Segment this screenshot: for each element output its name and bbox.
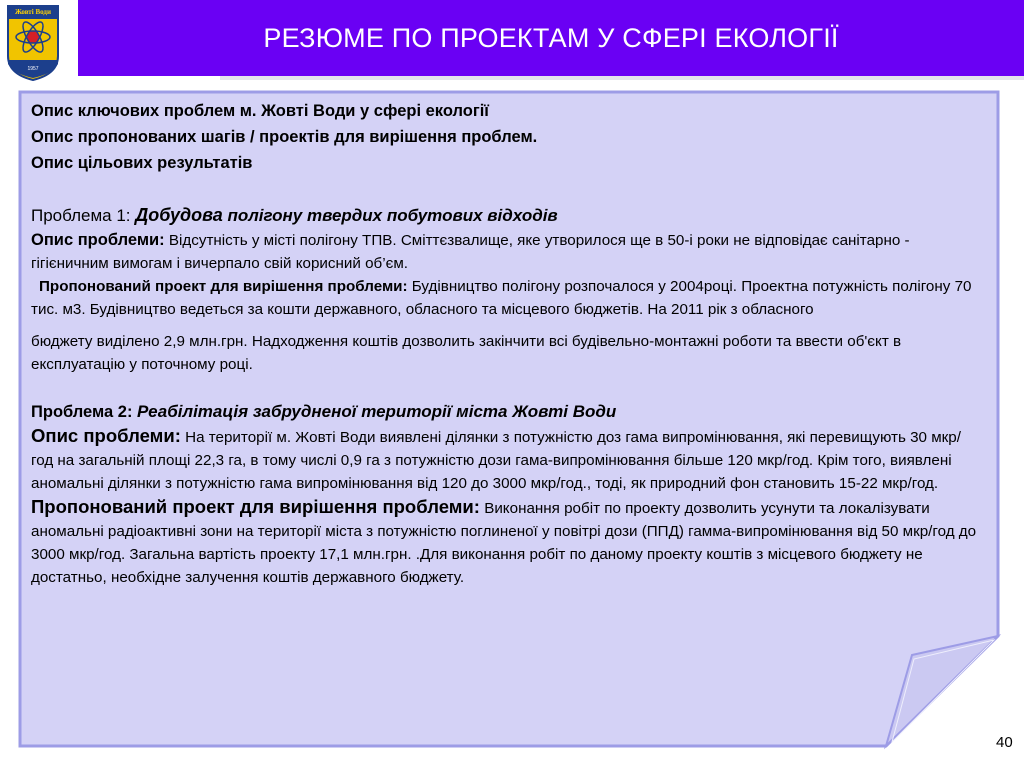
problem1-name-rest: полігону твердих побутових відходів: [222, 206, 558, 225]
intro-line-1: Опис ключових проблем м. Жовті Води у сфері екології: [31, 102, 489, 120]
problem2-project: [31, 495, 983, 589]
problem2-label: Проблема 2:: [31, 403, 138, 421]
problem1-project-text2: бюджету виділено 2,9 млн.грн. Надходження коштів дозволить закінчити всі будівельно-монтажні роботи та ввести об'єкт в експлуатацію у поточному році.: [31, 333, 902, 373]
intro-line-2: Опис пропонованих шагів / проектів для вирішення проблем.: [31, 128, 538, 146]
problem1-description: [31, 229, 983, 275]
problem2-desc-text: На території м. Жовті Води виявлені ділянки з потужністю доз гама випромінювання, які перевищують 30 мкр/год на загальній площі 22,3 га, в тому числі 0,9 га з потужністю дози гама-випромінювання більше 120 мкр/год. Крім того, виявлені аномальні ділянки з потужністю гама випромінювання від 120 до 3000 мкр/год., тоді, як природний фон становить 15-22 мкр/год.: [31, 429, 961, 492]
problem1-project-continued: [31, 330, 983, 376]
problem2-project-label: Пропонований проект для вирішення проблеми:: [31, 496, 480, 517]
page-number: 40: [996, 734, 1013, 751]
problem1-project-text: Будівництво полігону розпочалося у 2004році. Проектна потужність полігону 70 тис. м3. Будівництво ведеться за кошти державного, обласного та місцевого бюджетів. На 2011 рік з обласного: [31, 278, 972, 318]
problem1-project: [31, 275, 983, 321]
problem1-project-label: Пропонований проект для вирішення проблеми:: [39, 278, 408, 295]
problem1-desc-text: Відсутність у місті полігону ТПВ. Сміттєзвалище, яке утворилося ще в 50-і роки не відповідає санітарно - гігієничним вимогам і вичерпало свій корисний об’єм.: [31, 232, 910, 272]
problem2-name: Реабілітація забрудненої території міста Жовті Води: [137, 402, 617, 421]
svg-text:1957: 1957: [27, 66, 39, 72]
problem2-heading: [31, 400, 983, 424]
page-title: РЕЗЮМЕ ПО ПРОЕКТАМ У СФЕРІ ЕКОЛОГІЇ: [263, 22, 839, 53]
problem2-desc-label: Опис проблеми:: [31, 425, 181, 446]
problem1-desc-label: Опис проблеми:: [31, 231, 165, 249]
problem1-heading: [31, 202, 983, 229]
problem2-description: [31, 424, 983, 495]
problem2-project-text: Виконання робіт по проекту дозволить усунути та локалізувати аномальні радіоактивні зони на території міста з потужністю поглиненої у повітрі дози (ППД) гамма-випромінювання від 50 мкр/год до 3000 мкр/год. Загальна вартість проекту 17,1 млн.грн. .Для виконання робіт по даному проекту коштів з місцевого бюджету не достатньо, необхідне залучення коштів державного бюджету.: [31, 500, 977, 586]
svg-text:Жовті Води: Жовті Води: [14, 8, 52, 16]
problem1-name-first: Добудова: [135, 205, 223, 225]
intro-line-3: Опис цільових результатів: [31, 154, 253, 172]
problem1-label: Проблема 1:: [31, 206, 136, 225]
spacer: [31, 376, 983, 400]
content-area: [31, 98, 983, 589]
spacer: [31, 176, 983, 196]
